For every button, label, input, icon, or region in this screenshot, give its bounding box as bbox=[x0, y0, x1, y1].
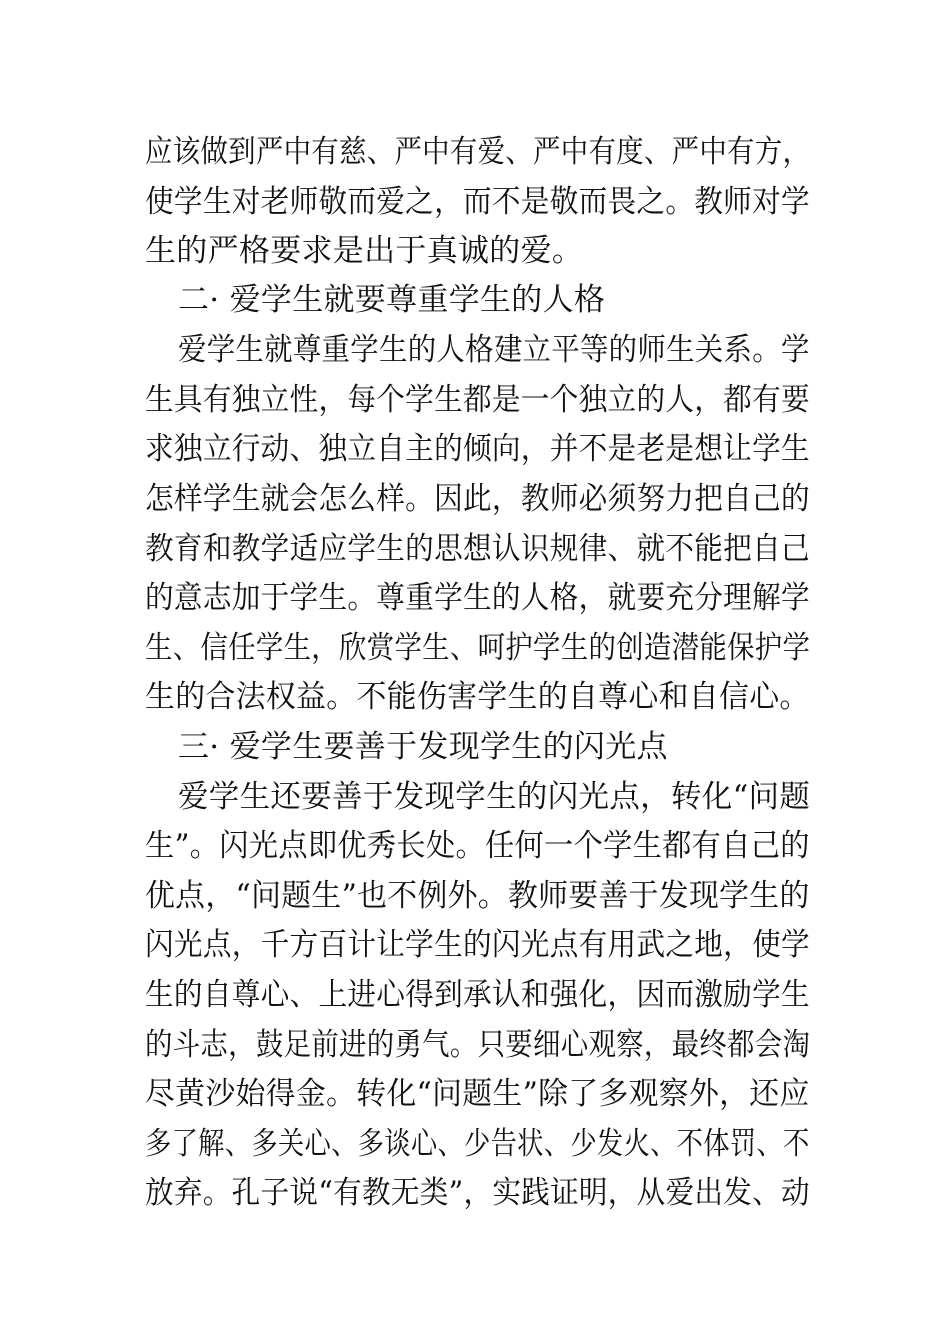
text-line: 教育和教学适应学生的思想认识规律、就不能把自己 bbox=[145, 531, 810, 567]
section-heading: 二· 爱学生就要尊重学生的人格 bbox=[178, 282, 606, 318]
text-line: 闪光点，千方百计让学生的闪光点有用武之地，使学 bbox=[145, 927, 810, 963]
section-heading: 三· 爱学生要善于发现学生的闪光点 bbox=[178, 729, 668, 765]
text-line: 使学生对老师敬而爱之，而不是敬而畏之。教师对学 bbox=[145, 184, 810, 220]
text-line: 生的严格要求是出于真诚的爱。 bbox=[145, 233, 584, 269]
text-line: 优点，“问题生”也不例外。教师要善于发现学生的 bbox=[145, 878, 810, 914]
text-line: 的斗志，鼓足前进的勇气。只要细心观察，最终都会淘 bbox=[145, 1027, 811, 1063]
text-line: 怎样学生就会怎么样。因此，教师必须努力把自己的 bbox=[145, 481, 810, 517]
text-line: 生的自尊心、上进心得到承认和强化，因而激励学生 bbox=[145, 977, 810, 1013]
text-line: 爱学生还要善于发现学生的闪光点，转化“问题 bbox=[178, 779, 811, 815]
text-line: 生的合法权益。不能伤害学生的自尊心和自信心。 bbox=[145, 679, 810, 715]
text-line: 多了解、多关心、多谈心、少告状、少发火、不体罚、不 bbox=[145, 1126, 810, 1162]
text-line: 生具有独立性，每个学生都是一个独立的人，都有要 bbox=[145, 382, 810, 418]
text-line: 应该做到严中有慈、严中有爱、严中有度、严中有方， bbox=[145, 134, 811, 170]
text-line: 生、信任学生，欣赏学生、呵护学生的创造潜能保护学 bbox=[145, 630, 811, 666]
text-line: 爱学生就尊重学生的人格建立平等的师生关系。学 bbox=[178, 332, 810, 368]
text-line: 放弃。孔子说“有教无类”，实践证明，从爱出发、动 bbox=[145, 1175, 810, 1211]
text-line: 的意志加于学生。尊重学生的人格，就要充分理解学 bbox=[145, 580, 810, 616]
text-line: 生”。闪光点即优秀长处。任何一个学生都有自己的 bbox=[145, 828, 810, 864]
text-line: 尽黄沙始得金。转化“问题生”除了多观察外，还应 bbox=[145, 1076, 810, 1112]
text-line: 求独立行动、独立自主的倾向，并不是老是想让学生 bbox=[145, 431, 810, 467]
